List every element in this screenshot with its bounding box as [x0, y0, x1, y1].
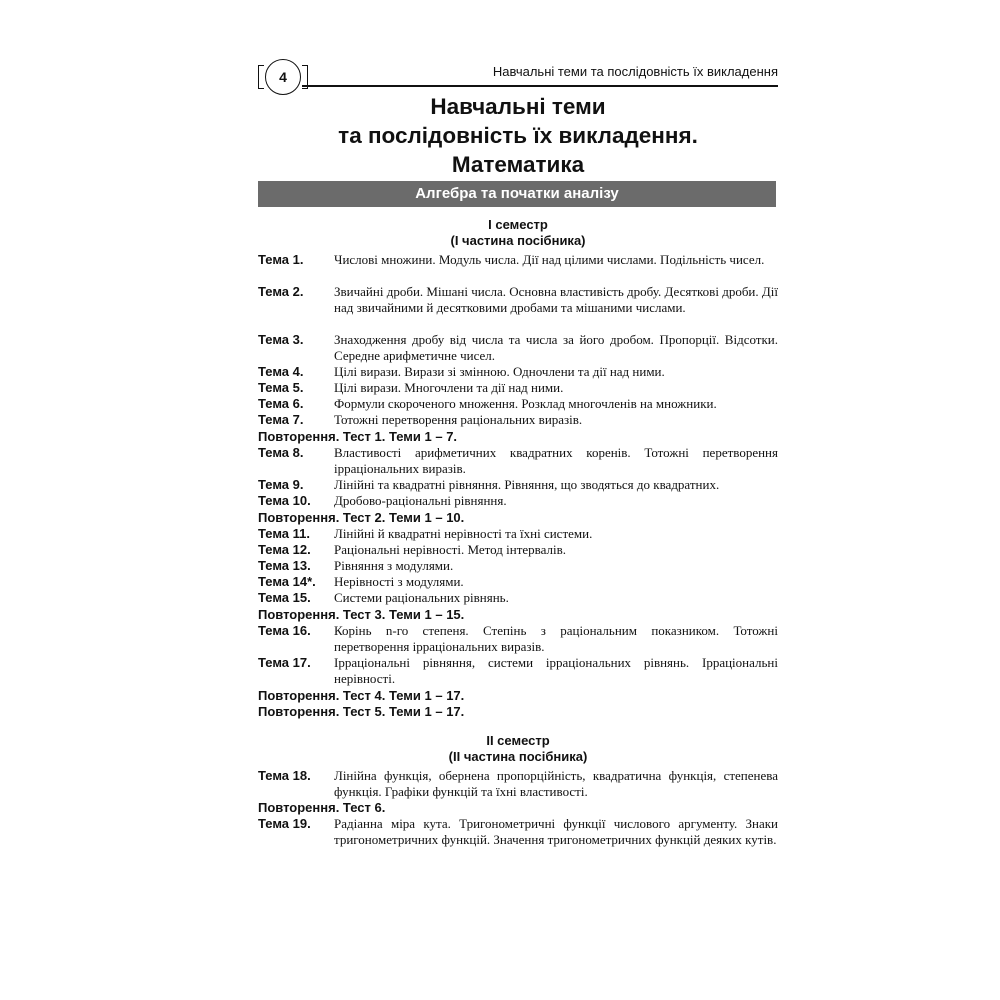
topic-6: [258, 396, 778, 412]
topic-5-label: Тема 5.: [258, 380, 304, 395]
title-line-1: Навчальні теми: [430, 94, 606, 119]
topic-17-label: Тема 17.: [258, 655, 311, 670]
topic-18-text: Лінійна функція, обернена пропорційність, квадратична функція, степенева функція. Графіки функцій та їхні властивості.: [334, 768, 778, 799]
semester-2-heading: [258, 733, 778, 765]
topic-2: [258, 284, 778, 316]
topic-8: [258, 445, 778, 477]
page-number-bracket-left: [258, 65, 264, 89]
topic-6-label: Тема 6.: [258, 396, 304, 411]
topic-19-label: Тема 19.: [258, 816, 311, 831]
header-rule: [302, 85, 778, 87]
page-header: [258, 57, 778, 87]
topic-11-label: Тема 11.: [258, 526, 310, 541]
topic-17-text: Ірраціональні рівняння, системи ірраціональних рівнянь. Ірраціональні нерівності.: [334, 655, 778, 686]
topic-19: [258, 816, 778, 848]
topic-8-label: Тема 8.: [258, 445, 304, 460]
repetition-2: Повторення. Тест 2. Теми 1 – 10.: [258, 510, 465, 525]
topic-15: [258, 590, 778, 606]
semester-2-subtitle: (II частина посібника): [448, 749, 588, 764]
semester-2-title: II семестр: [486, 733, 550, 748]
topic-13-label: Тема 13.: [258, 558, 311, 573]
topic-4-text: Цілі вирази. Вирази зі змінною. Одночлени та дії над ними.: [334, 364, 665, 379]
topic-3-text: Знаходження дробу від числа та числа за його дробом. Пропорції. Відсотки. Середне арифметичне чисел.: [334, 332, 778, 363]
topic-13-text: Рівняння з модулями.: [334, 558, 454, 573]
repetition-5: Повторення. Тест 5. Теми 1 – 17.: [258, 704, 465, 719]
topic-15-text: Системи раціональних рівнянь.: [334, 590, 509, 605]
repetition-6: Повторення. Тест 6.: [258, 800, 386, 815]
topic-3: [258, 332, 778, 364]
topic-1: [258, 252, 778, 268]
topic-6-text: Формули скороченого множення. Розклад многочленів на множники.: [334, 396, 717, 411]
topic-10-label: Тема 10.: [258, 493, 311, 508]
topic-16-text: Корінь n-го степеня. Степінь з раціональним показником. Тотожні перетворення ірраціональних виразів.: [334, 623, 778, 654]
topic-12-text: Раціональні нерівності. Метод інтервалів.: [334, 542, 566, 557]
topic-9-text: Лінійні та квадратні рівняння. Рівняння, що зводяться до квадратних.: [334, 477, 720, 492]
topic-5: [258, 380, 778, 396]
topic-2-text: Звичайні дроби. Мішані числа. Основна властивість дробу. Десяткові дроби. Дії над звичайними й десятковими дробами та мішаними числами.: [334, 284, 778, 315]
topic-3-label: Тема 3.: [258, 332, 304, 347]
topic-10-text: Дробово-раціональні рівняння.: [334, 493, 507, 508]
title-line-2: та послідовність їх викладення.: [338, 123, 698, 148]
topic-15-label: Тема 15.: [258, 590, 311, 605]
topic-13: [258, 558, 778, 574]
topic-5-text: Цілі вирази. Многочлени та дії над ними.: [334, 380, 564, 395]
topic-8-text: Властивості арифметичних квадратних коренів. Тотожні перетворення ірраціональних виразів.: [334, 445, 778, 476]
topic-12: [258, 542, 778, 558]
page-title: [258, 92, 778, 179]
running-head: Навчальні теми та послідовність їх викладення: [492, 64, 778, 79]
semester-1-title: I семестр: [488, 217, 548, 232]
repetition-4: Повторення. Тест 4. Теми 1 – 17.: [258, 688, 465, 703]
topic-18: [258, 768, 778, 800]
page-number: 4: [265, 59, 301, 95]
topic-17: [258, 655, 778, 687]
semester-1-heading: [258, 217, 778, 249]
topic-14-label: Тема 14*.: [258, 574, 316, 589]
topic-1-text: Числові множини. Модуль числа. Дії над цілими числами. Подільність чисел.: [334, 252, 765, 267]
topic-2-label: Тема 2.: [258, 284, 304, 299]
topic-11: [258, 526, 778, 542]
section-banner: Алгебра та початки аналізу: [258, 181, 776, 207]
topic-7-label: Тема 7.: [258, 412, 304, 427]
repetition-1: Повторення. Тест 1. Теми 1 – 7.: [258, 429, 458, 444]
topic-9-label: Тема 9.: [258, 477, 304, 492]
topic-19-text: Радіанна міра кута. Тригонометричні функції числового аргументу. Знаки тригонометричних функцій. Значення тригонометричних функцій деяких кутів.: [334, 816, 778, 847]
topic-14: [258, 574, 778, 590]
topic-10: [258, 493, 778, 509]
topic-7: [258, 412, 778, 428]
topic-4-label: Тема 4.: [258, 364, 304, 379]
topic-7-text: Тотожні перетворення раціональних виразів.: [334, 412, 583, 427]
topic-16: [258, 623, 778, 655]
topic-1-label: Тема 1.: [258, 252, 304, 267]
semester-1-subtitle: (I частина посібника): [450, 233, 586, 248]
topic-14-text: Нерівності з модулями.: [334, 574, 464, 589]
title-line-3: Математика: [451, 152, 585, 177]
topic-12-label: Тема 12.: [258, 542, 311, 557]
topic-4: [258, 364, 778, 380]
topic-11-text: Лінійні й квадратні нерівності та їхні системи.: [334, 526, 593, 541]
topic-9: [258, 477, 778, 493]
topic-16-label: Тема 16.: [258, 623, 311, 638]
repetition-3: Повторення. Тест 3. Теми 1 – 15.: [258, 607, 465, 622]
topic-18-label: Тема 18.: [258, 768, 311, 783]
